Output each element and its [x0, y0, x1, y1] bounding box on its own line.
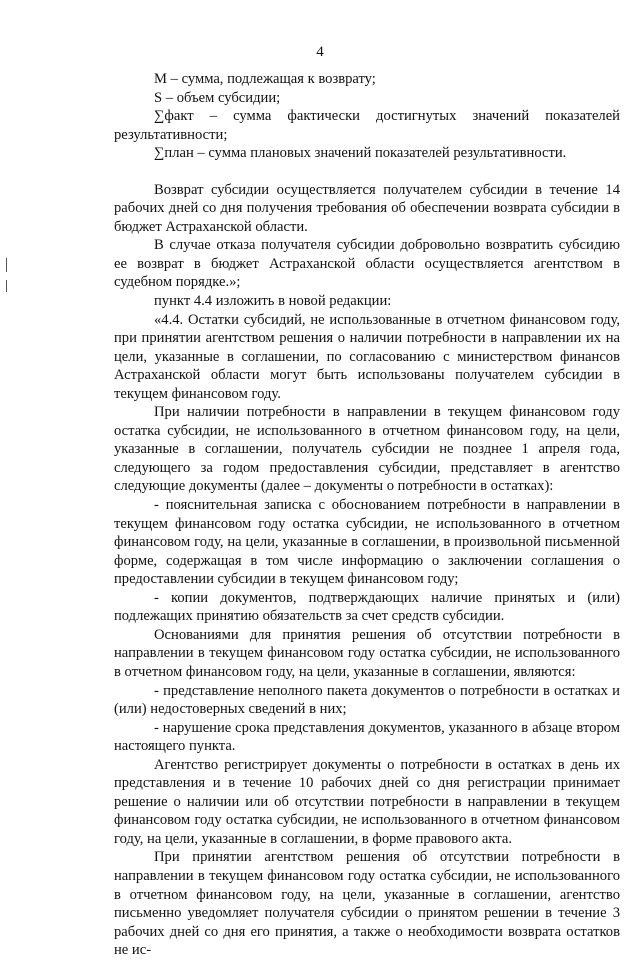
page-number: 4 [316, 44, 324, 60]
margin-mark [6, 258, 7, 272]
list-item: - копии документов, подтверждающих наличие принятых и (или) подлежащих принятию обязательств за счет средств субсидии. [114, 589, 620, 625]
paragraph: При принятии агентством решения об отсутствии потребности в направлении в текущем финансовом году остатка субсидии, не использованного в отчетном финансовом году, на цели, указанные в соглашении, агентство письменно уведомляет получателя субсидии о принятом решении в течение 3 рабочих дней со дня его принятия, а также о необходимости возврата остатков не ис- [114, 849, 620, 959]
list-item: - пояснительная записка с обоснованием потребности в направлении в текущем финансовом году остатка субсидии, не использованного в отчетном финансовом году, на цели, указанные в соглашении, в произвольной письменной форме, содержащая в том числе информацию о заключении соглашения о предоставлении субсидии в текущем финансовом году; [114, 497, 620, 588]
paragraph: Агентство регистрирует документы о потребности в остатках в день их представления и в течение 10 рабочих дней со дня регистрации принимает решение о наличии или об отсутствии потребности в направлении в текущем финансовом году остатка субсидии, не использованного в отчетном финансовом году, на цели, указанные в соглашении, в форме правового акта. [114, 756, 620, 847]
margin-mark [6, 280, 7, 292]
paragraph: Основаниями для принятия решения об отсутствии потребности в направлении в текущем финансовом году остатка субсидии, не использованного в отчетном финансовом году, на цели, указанные в соглашении, являются: [114, 626, 620, 680]
paragraph: пункт 4.4 изложить в новой редакции: [154, 293, 392, 310]
paragraph: В случае отказа получателя субсидии добровольно возвратить субсидию ее возврат в бюджет Астраханской области осуществляется агентством в судебном порядке.»; [114, 237, 620, 291]
document-body [114, 70, 620, 960]
paragraph: При наличии потребности в направлении в текущем финансовом году остатка субсидии, не использованного в отчетном финансовом году, на цели, указанные в соглашении, получатель субсидии не позднее 1 апреля года, следующего за годом предоставления субсидии, представляет в агентство следующие документы (далее – документы о потребности в остатках): [114, 404, 620, 495]
list-item: - представление неполного пакета документов о потребности в остатках и (или) недостоверных сведений в них; [114, 682, 620, 718]
paragraph: «4.4. Остатки субсидий, не использованные в отчетном финансовом году, при принятии агентством решения о наличии потребности в направлении их на цели, указанные в соглашении, по согласованию с министерством финансов Астраханской области могут быть использованы получателем субсидии в текущем финансовом году. [114, 311, 620, 402]
list-item: - нарушение срока представления документов, указанного в абзаце втором настоящего пункта. [114, 719, 620, 755]
paragraph: Возврат субсидии осуществляется получателем субсидии в течение 14 рабочих дней со дня получения требования об обеспечении возврата субсидии в бюджет Астраханской области. [114, 181, 620, 235]
definition-line: ∑план – сумма плановых значений показателей результативности. [154, 145, 567, 162]
definition-line: ∑факт – сумма фактически достигнутых значений показателей результативности; [114, 108, 620, 143]
definition-line: S – объем субсидии; [154, 89, 281, 106]
definition-line: М – сумма, подлежащая к возврату; [154, 71, 376, 87]
